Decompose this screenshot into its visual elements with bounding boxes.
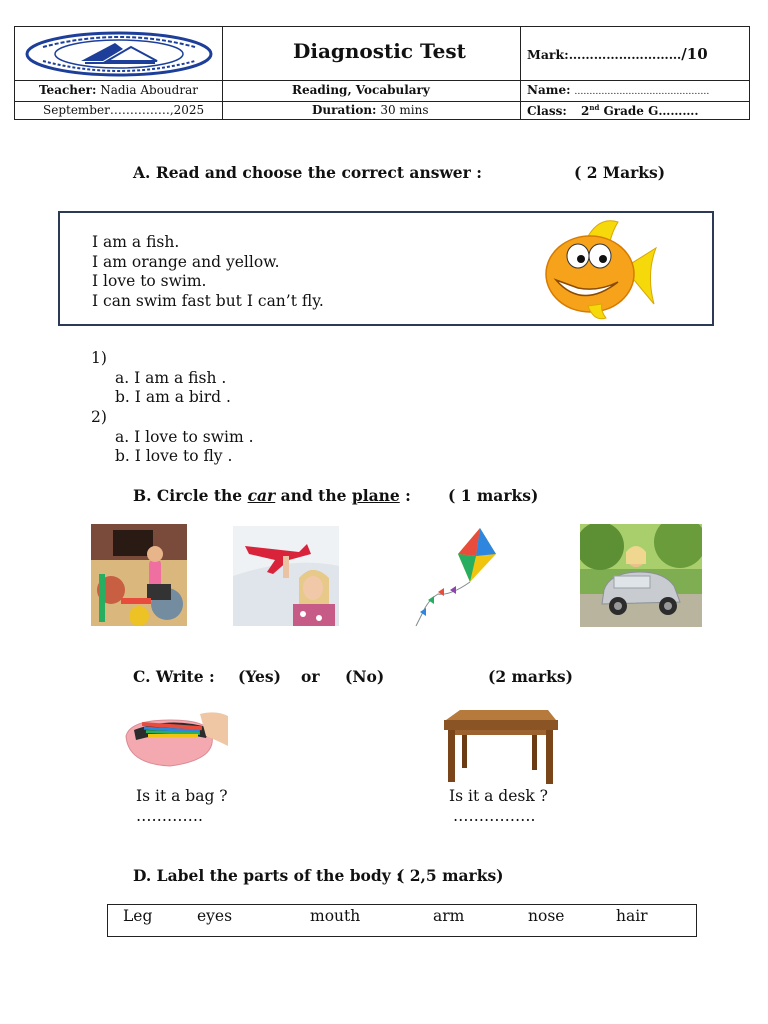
passage-line: I can swim fast but I can’t fly.: [92, 291, 324, 310]
mark-field: [527, 45, 708, 63]
section-c-marks: (2 marks): [488, 667, 573, 686]
page-title: Diagnostic Test: [293, 39, 466, 63]
word-bank-item: arm: [433, 907, 465, 925]
word-bank-item: hair: [616, 907, 648, 925]
desk-question: Is it a desk ?: [449, 787, 548, 805]
mark-total: /10: [681, 45, 708, 63]
word-bank-item: nose: [528, 907, 565, 925]
kite-picture[interactable]: [410, 526, 500, 628]
duration-label: Duration:: [312, 103, 377, 117]
class-rest: Grade G……….: [603, 104, 699, 118]
section-b-marks: ( 1 marks): [448, 486, 539, 505]
question-2-number: 2): [91, 408, 107, 426]
question-1-number: 1): [91, 349, 107, 367]
name-dots: ………………………………………: [574, 87, 710, 97]
desk-answer-blank[interactable]: …………….: [453, 807, 536, 825]
school-logo: [23, 31, 215, 77]
word-bank-item: Leg: [123, 907, 153, 925]
q2-option-b[interactable]: b. I love to fly .: [115, 447, 233, 465]
section-b-car-word: car: [247, 486, 276, 505]
mark-dots: ………………………: [568, 47, 682, 62]
toy-car-photo[interactable]: [580, 524, 702, 627]
passage-line: I am a fish.: [92, 233, 180, 251]
section-a-title: A. Read and choose the correct answer :: [133, 163, 482, 182]
class-label: Class:: [527, 104, 567, 118]
section-c-yes: (Yes): [238, 667, 281, 686]
section-b-title-post: :: [399, 486, 411, 505]
reading-passage-box: [58, 211, 714, 326]
section-d-title: D. Label the parts of the body :: [133, 866, 402, 885]
class-num: 2: [581, 104, 590, 118]
toy-plane-photo[interactable]: [233, 526, 339, 626]
section-c-title: C. Write :: [133, 667, 215, 686]
section-b-title-pre: B. Circle the: [133, 486, 248, 505]
section-b-title: [133, 486, 411, 505]
bag-answer-blank[interactable]: ………….: [136, 807, 203, 825]
duration-field: [312, 103, 429, 117]
class-sup: nd: [589, 103, 600, 112]
duration-value: 30 mins: [380, 103, 429, 117]
q1-option-a[interactable]: a. I am a fish .: [115, 369, 227, 387]
section-a-marks: ( 2 Marks): [574, 163, 666, 182]
word-bank: [107, 904, 697, 937]
subject: Reading, Vocabulary: [292, 83, 430, 97]
fish-illustration: [538, 218, 658, 322]
pencil-case-photo: [120, 706, 228, 774]
section-c-no: (No): [345, 667, 385, 686]
bag-question: Is it a bag ?: [136, 787, 228, 805]
word-bank-item: eyes: [197, 907, 233, 925]
section-b-plane-word: plane: [351, 486, 400, 505]
name-field: [527, 83, 709, 97]
teacher-field: [39, 83, 198, 97]
passage-line: I am orange and yellow.: [92, 252, 280, 271]
teacher-label: Teacher:: [39, 83, 97, 97]
header-table: [14, 26, 750, 120]
table-photo: [438, 706, 558, 784]
section-b-title-mid: and the: [275, 486, 352, 505]
date-field: September……………,2025: [43, 103, 205, 117]
passage-text: [92, 233, 324, 311]
toy-train-photo[interactable]: [91, 524, 187, 626]
class-field: [527, 103, 699, 118]
section-c-or: or: [301, 667, 320, 686]
section-d-marks: ( 2,5 marks): [397, 866, 504, 885]
name-label: Name:: [527, 83, 571, 97]
mark-label: Mark:: [527, 47, 569, 62]
q2-option-a[interactable]: a. I love to swim .: [115, 428, 254, 446]
q1-option-b[interactable]: b. I am a bird .: [115, 388, 231, 406]
passage-line: I love to swim.: [92, 272, 207, 290]
teacher-name: Nadia Aboudrar: [100, 83, 198, 97]
word-bank-item: mouth: [310, 907, 361, 925]
